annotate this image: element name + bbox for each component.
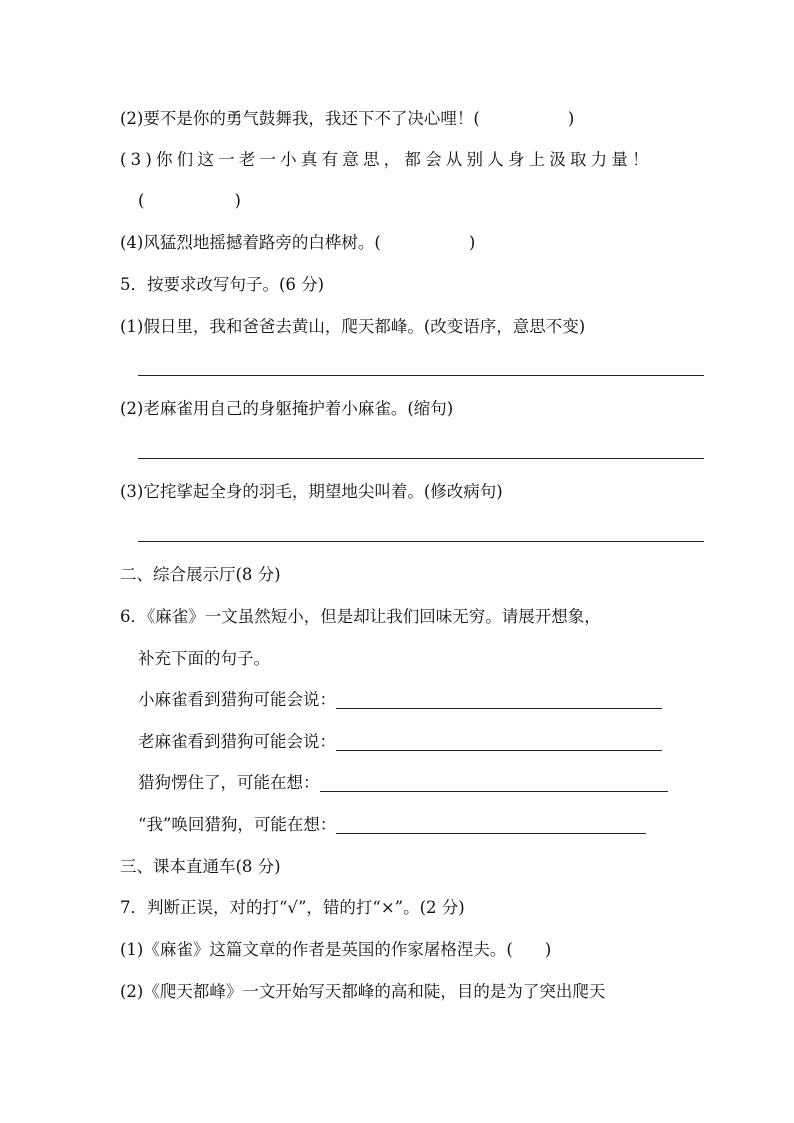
- q6-line-2: 补充下面的句子。: [138, 649, 270, 668]
- fill-line-4: “我”唤回猎狗，可能在想：: [138, 814, 646, 836]
- q4-item-2: (2)要不是你的勇气鼓舞我，我还下不了决心哩！( ): [120, 109, 575, 128]
- fill-line-2: 老麻雀看到猎狗可能会说：: [138, 731, 662, 753]
- fill-line-1: 小麻雀看到猎狗可能会说：: [138, 689, 662, 711]
- q5-item-1: (1)假日里，我和爸爸去黄山，爬天都峰。(改变语序，意思不变): [120, 317, 586, 336]
- q7-item-2: (2)《爬天都峰》一文开始写天都峰的高和陡，目的是为了突出爬天: [120, 982, 606, 1001]
- answer-line[interactable]: [138, 541, 704, 542]
- q4-item-3: (3)你们这一老一小真有意思，都会从别人身上汲取力量！: [120, 150, 653, 169]
- answer-line[interactable]: [138, 375, 704, 376]
- q4-item-4: (4)风猛烈地摇撼着路旁的白桦树。( ): [120, 233, 476, 252]
- q4-item-3-answer: ( ): [138, 191, 241, 210]
- section-2-heading: 二、综合展示厅(8 分): [120, 565, 281, 584]
- q6-line-1: 6．《麻雀》一文虽然短小，但是却让我们回味无穷。请展开想象，: [120, 607, 601, 626]
- answer-line[interactable]: [138, 458, 704, 459]
- q5-heading: 5．按要求改写句子。(6 分): [120, 275, 325, 294]
- q5-item-2: (2)老麻雀用自己的身躯掩护着小麻雀。(缩句): [120, 399, 454, 418]
- answer-blank[interactable]: [320, 773, 668, 792]
- q7-item-1: (1)《麻雀》这篇文章的作者是英国的作家屠格涅夫。( ): [120, 940, 552, 959]
- answer-blank[interactable]: [336, 690, 662, 709]
- fill-line-3: 猎狗愣住了，可能在想：: [138, 772, 668, 794]
- q5-item-3: (3)它挓挲起全身的羽毛，期望地尖叫着。(修改病句): [120, 482, 503, 501]
- answer-blank[interactable]: [336, 815, 646, 834]
- section-3-heading: 三、课本直通车(8 分): [120, 857, 281, 876]
- answer-blank[interactable]: [336, 732, 662, 751]
- q7-heading: 7．判断正误，对的打“√”，错的打“×”。(2 分): [120, 898, 465, 917]
